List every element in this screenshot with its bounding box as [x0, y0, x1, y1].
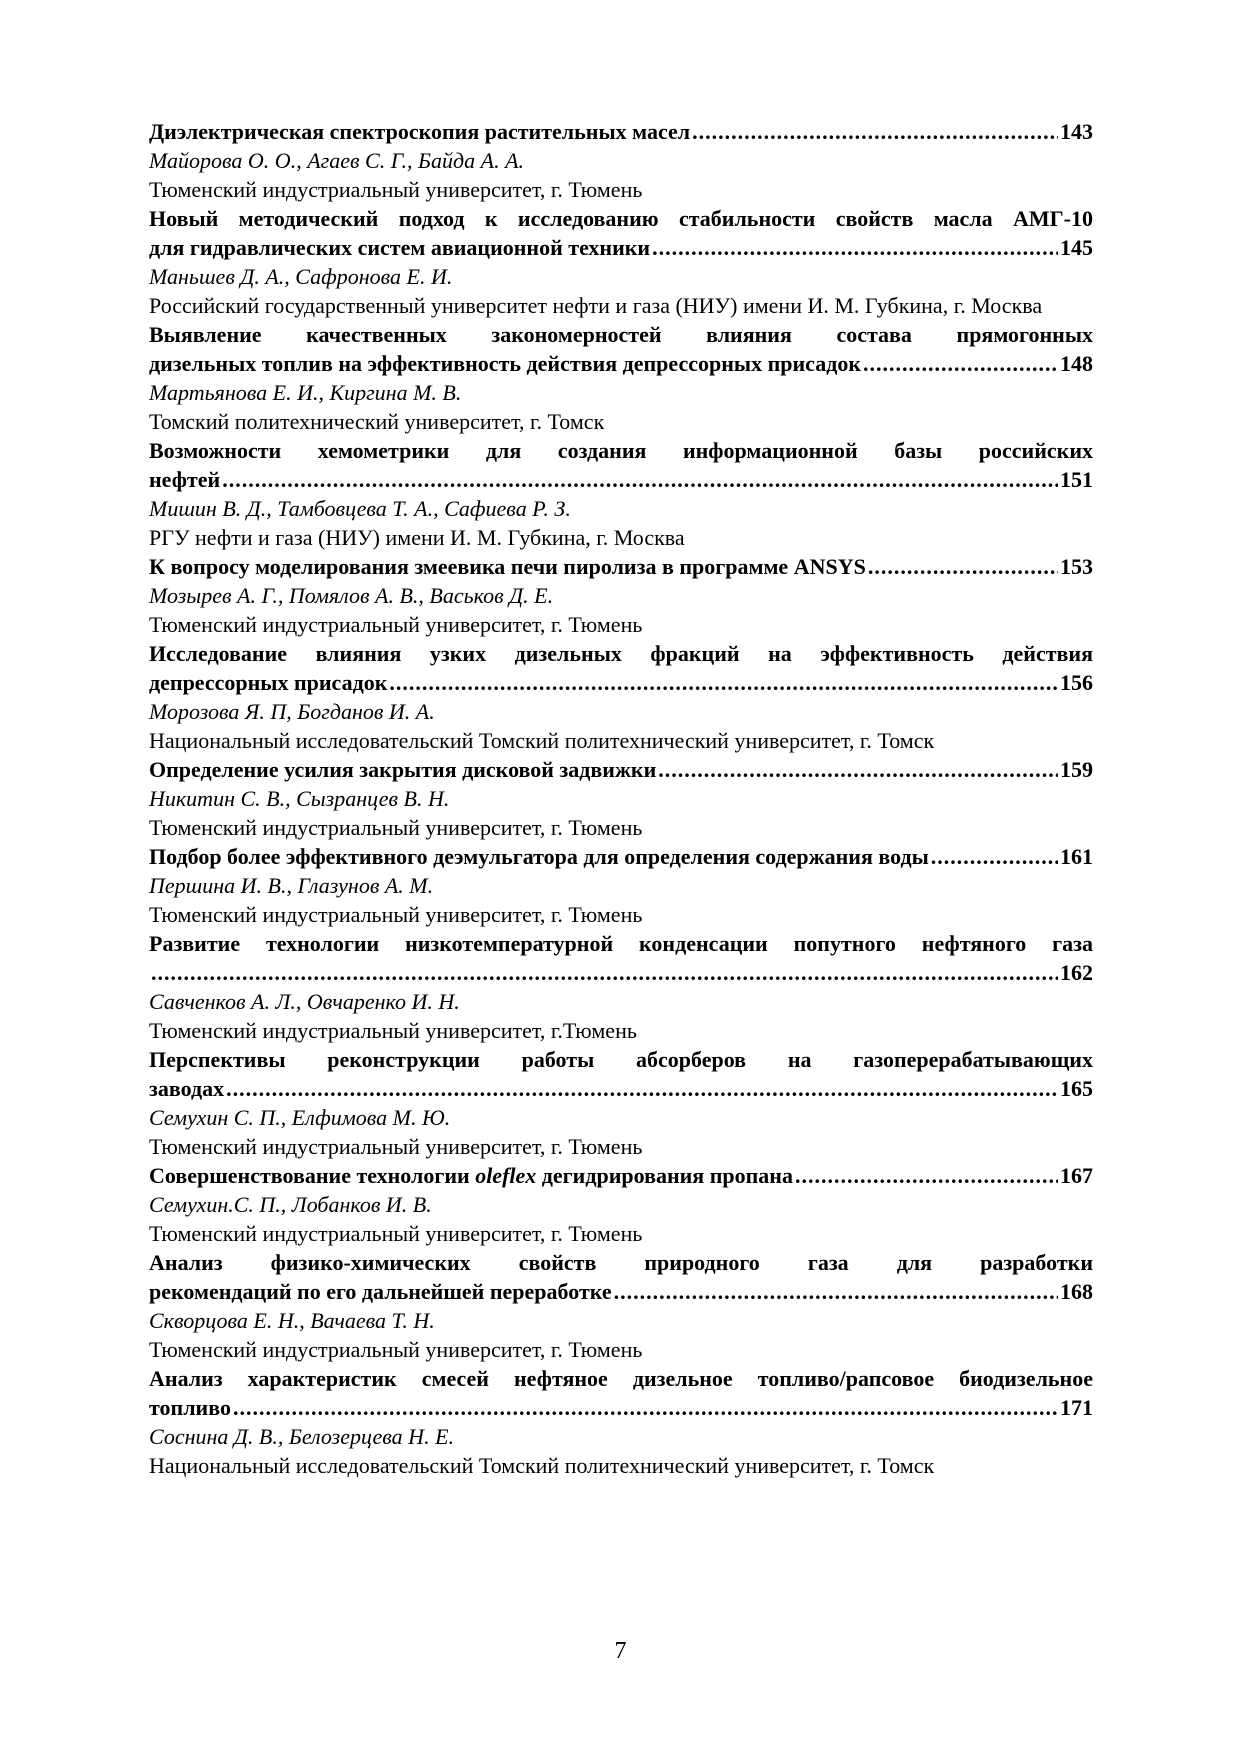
- toc-entry: [149, 755, 1093, 842]
- leader-dots: [226, 1074, 1058, 1103]
- entry-organization: Национальный исследовательский Томский политехнический университет, г. Томск: [149, 1453, 935, 1478]
- entry-title-line[interactable]: [149, 117, 1093, 146]
- entry-title: Подбор более эффективного деэмульгатора для определения содержания воды: [149, 844, 929, 869]
- leader-dots: [795, 1161, 1058, 1190]
- entry-page-number: 151: [1060, 467, 1093, 492]
- entry-page-number: 156: [1060, 670, 1093, 695]
- entry-title-line[interactable]: [149, 755, 1093, 784]
- entry-title-pre: Совершенствование технологии: [149, 1163, 476, 1188]
- leader-dots: [931, 842, 1058, 871]
- toc-entry: [149, 436, 1093, 552]
- entry-authors: Мозырев А. Г., Помялов А. В., Васьков Д. Е.: [149, 583, 554, 608]
- entry-authors: Скворцова Е. Н., Вачаева Т. Н.: [149, 1308, 435, 1333]
- toc-entry: [149, 1045, 1093, 1161]
- entry-organization: Тюменский индустриальный университет, г. Тюмень: [149, 612, 643, 637]
- toc-entry: [149, 1364, 1093, 1480]
- toc-entry: [149, 1248, 1093, 1364]
- toc-entry: [149, 320, 1093, 436]
- entry-title: для гидравлических систем авиационной техники: [149, 235, 651, 260]
- entry-title-first-line[interactable]: Исследование влияния узких дизельных фракций на эффективность действия: [149, 641, 1093, 666]
- entry-title-first-line[interactable]: Анализ характеристик смесей нефтяное дизельное топливо/рапсовое биодизельное: [149, 1366, 1093, 1391]
- entry-page-number: 161: [1060, 844, 1093, 869]
- entry-organization: Российский государственный университет нефти и газа (НИУ) имени И. М. Губкина, г. Москва: [149, 293, 1043, 318]
- entry-title: депрессорных присадок: [149, 670, 388, 695]
- entry-title-line[interactable]: [149, 1161, 1093, 1190]
- entry-title-line[interactable]: [149, 349, 1093, 378]
- entry-authors: Семухин.С. П., Лобанков И. В.: [149, 1192, 432, 1217]
- entry-title-first-line[interactable]: Выявление качественных закономерностей влияния состава прямогонных: [149, 322, 1093, 347]
- entry-authors: Соснина Д. В., Белозерцева Н. Е.: [149, 1424, 455, 1449]
- entry-page-number: 143: [1060, 119, 1093, 144]
- entry-title-first-line[interactable]: Новый методический подход к исследованию стабильности свойств масла АМГ-10: [149, 206, 1093, 231]
- entry-organization: Национальный исследовательский Томский политехнический университет, г. Томск: [149, 728, 935, 753]
- toc-entry: [149, 552, 1093, 639]
- entry-authors: Першина И. В., Глазунов А. М.: [149, 873, 434, 898]
- entry-authors: Мишин В. Д., Тамбовцева Т. А., Сафиева Р. З.: [149, 496, 571, 521]
- leader-dots: [692, 117, 1058, 146]
- entry-organization: Томский политехнический университет, г. Томск: [149, 409, 605, 434]
- leader-dots: [389, 668, 1058, 697]
- toc-entry: [149, 204, 1093, 320]
- entry-title-emphasis: oleflex: [475, 1163, 537, 1188]
- entry-authors: Морозова Я. П, Богданов И. А.: [149, 699, 435, 724]
- entry-title: заводах: [149, 1076, 225, 1101]
- entry-title-line[interactable]: [149, 465, 1093, 494]
- leader-dots: [614, 1277, 1058, 1306]
- entry-title-first-line[interactable]: Перспективы реконструкции работы абсорберов на газоперерабатывающих: [149, 1047, 1093, 1072]
- entry-title-line[interactable]: [149, 958, 1093, 987]
- entry-organization: Тюменский индустриальный университет, г. Тюмень: [149, 1337, 643, 1362]
- leader-dots: [868, 552, 1058, 581]
- entry-page-number: 153: [1060, 554, 1093, 579]
- entry-title-line[interactable]: [149, 1074, 1093, 1103]
- page-number: 7: [614, 1638, 627, 1664]
- entry-title: [149, 1161, 793, 1190]
- leader-dots: [233, 1393, 1058, 1422]
- toc-entry: [149, 929, 1093, 1045]
- leader-dots: [652, 233, 1058, 262]
- entry-authors: Савченков А. Л., Овчаренко И. Н.: [149, 989, 460, 1014]
- entry-title: топливо: [149, 1395, 231, 1420]
- entry-organization: Тюменский индустриальный университет, г. Тюмень: [149, 1221, 643, 1246]
- entry-page-number: 145: [1060, 235, 1093, 260]
- entry-title-line[interactable]: [149, 233, 1093, 262]
- entry-title-first-line[interactable]: Возможности хемометрики для создания информационной базы российских: [149, 438, 1093, 463]
- entry-page-number: 167: [1060, 1163, 1093, 1188]
- entry-page-number: 171: [1060, 1395, 1093, 1420]
- entry-authors: Мартьянова Е. И., Киргина М. В.: [149, 380, 462, 405]
- entry-page-number: 159: [1060, 757, 1093, 782]
- entry-page-number: 148: [1060, 351, 1093, 376]
- toc-entry: [149, 842, 1093, 929]
- toc-entry: [149, 117, 1093, 204]
- entry-title: дизельных топлив на эффективность действия депрессорных присадок: [149, 351, 861, 376]
- entry-page-number: 168: [1060, 1279, 1093, 1304]
- leader-dots: [863, 349, 1058, 378]
- leader-dots: [658, 755, 1058, 784]
- entry-authors: Никитин С. В., Сызранцев В. Н.: [149, 786, 450, 811]
- table-of-contents: [149, 117, 1093, 1480]
- entry-organization: Тюменский индустриальный университет, г. Тюмень: [149, 902, 643, 927]
- entry-title-line[interactable]: [149, 842, 1093, 871]
- entry-authors: Майорова О. О., Агаев С. Г., Байда А. А.: [149, 148, 525, 173]
- entry-title: Диэлектрическая спектроскопия растительных масел: [149, 119, 691, 144]
- entry-organization: РГУ нефти и газа (НИУ) имени И. М. Губкина, г. Москва: [149, 525, 685, 550]
- entry-page-number: 162: [1060, 960, 1093, 985]
- entry-title-first-line[interactable]: Анализ физико-химических свойств природного газа для разработки: [149, 1250, 1093, 1275]
- entry-title: нефтей: [149, 467, 221, 492]
- entry-title: Определение усилия закрытия дисковой задвижки: [149, 757, 657, 782]
- entry-organization: Тюменский индустриальный университет, г. Тюмень: [149, 177, 643, 202]
- entry-authors: Семухин С. П., Елфимова М. Ю.: [149, 1105, 451, 1130]
- entry-organization: Тюменский индустриальный университет, г. Тюмень: [149, 815, 643, 840]
- entry-title: рекомендаций по его дальнейшей переработке: [149, 1279, 612, 1304]
- entry-organization: Тюменский индустриальный университет, г. Тюмень: [149, 1134, 643, 1159]
- leader-dots: [222, 465, 1058, 494]
- entry-title-line[interactable]: [149, 1393, 1093, 1422]
- entry-page-number: 165: [1060, 1076, 1093, 1101]
- entry-title-line[interactable]: [149, 1277, 1093, 1306]
- entry-authors: Маньшев Д. А., Сафронова Е. И.: [149, 264, 453, 289]
- leader-dots: [151, 958, 1058, 987]
- entry-title-first-line[interactable]: Развитие технологии низкотемпературной конденсации попутного нефтяного газа: [149, 931, 1093, 956]
- entry-title: К вопросу моделирования змеевика печи пиролиза в программе ANSYS: [149, 554, 866, 579]
- entry-title-line[interactable]: [149, 668, 1093, 697]
- entry-title-post: дегидрирования пропана: [536, 1163, 793, 1188]
- entry-title-line[interactable]: [149, 552, 1093, 581]
- entry-organization: Тюменский индустриальный университет, г.Тюмень: [149, 1018, 637, 1043]
- toc-entry: [149, 1161, 1093, 1248]
- toc-entry: [149, 639, 1093, 755]
